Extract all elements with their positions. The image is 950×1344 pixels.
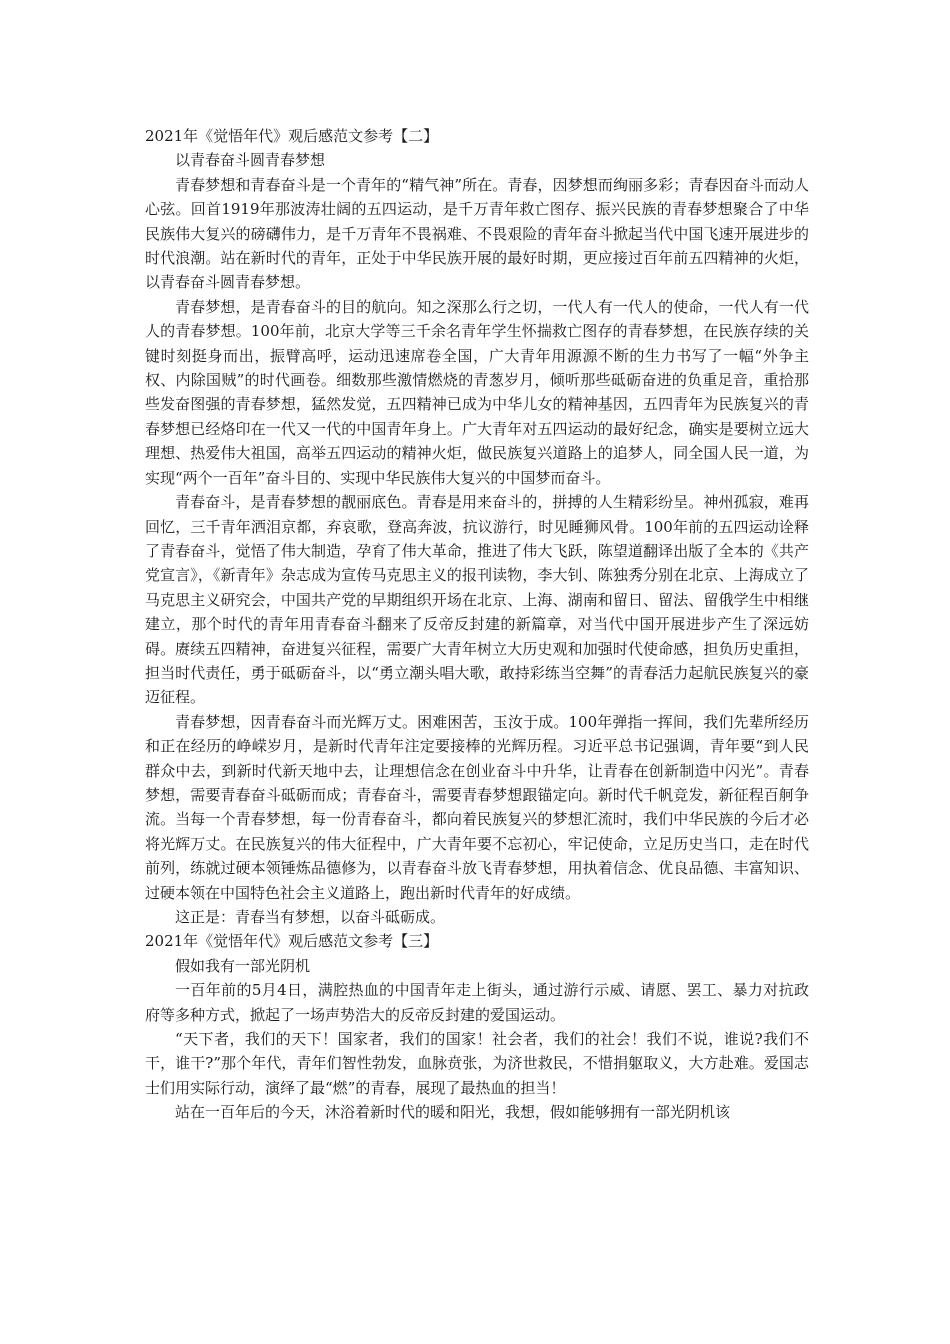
essay-title: 以青春奋斗圆青春梦想: [175, 151, 326, 170]
essay-title: 假如我有一部光阴机: [175, 956, 311, 975]
essay-section-3: [145, 929, 809, 1124]
paragraph: 青春梦想和青春奋斗是一个青年的“精气神”所在。青春，因梦想而绚丽多彩；青春因奋斗而动人心弦。回首1919年那波涛壮阔的五四运动，是千万青年救亡图存、振兴民族的青春梦想聚合了中华民族伟大复兴的磅礴伟力，是千万青年不畏祸难、不畏艰险的青年奋斗掀起当代中国飞速开展进步的时代浪潮。站在新时代的青年，正处于中华民族开展的最好时期，更应接过百年前五四精神的火炬，以青春奋斗圆青春梦想。: [145, 175, 809, 292]
paragraph: 一百年前的5月4日，满腔热血的中国青年走上街头，通过游行示威、请愿、罢工、暴力对抗政府等多种方式，掀起了一场声势浩大的反帝反封建的爱国运动。: [145, 981, 809, 1024]
section-heading: 2021年《觉悟年代》观后感范文参考【三】: [145, 932, 439, 951]
paragraph: 青春梦想，是青春奋斗的目的航向。知之深那么行之切，一代人有一代人的使命，一代人有一代人的青春梦想。100年前，北京大学等三千余名青年学生怀揣救亡图存的青春梦想，在民族存续的关键时刻挺身而出，振臂高呼，运动迅速席卷全国，广大青年用源源不断的生力书写了一幅“外争主权、内除国贼”的时代画卷。细数那些激情燃烧的青葱岁月，倾听那些砥砺奋进的负重足音，重拾那些发奋图强的青春梦想，猛然发觉，五四精神已成为中华儿女的精神基因，五四青年为民族复兴的青春梦想已经烙印在一代又一代的中国青年身上。广大青年对五四运动的最好纪念，确实是要树立远大理想、热爱伟大祖国，高举五四运动的精神火炬，做民族复兴道路上的追梦人，同全国人民一道，为实现“两个一百年”奋斗目的、实现中华民族伟大复兴的中国梦而奋斗。: [145, 297, 809, 487]
paragraph: 站在一百年后的今天，沐浴着新时代的暖和阳光，我想，假如能够拥有一部光阴机该: [175, 1103, 731, 1122]
document-page: [145, 124, 809, 1125]
essay-section-2: [145, 124, 809, 929]
paragraph: 青春奋斗，是青春梦想的靓丽底色。青春是用来奋斗的，拼搏的人生精彩纷呈。神州孤寂，难再回忆，三千青年洒泪京都，弃哀歌，登高奔波，抗议游行，时见睡狮风骨。100年前的五四运动诠释了青春奋斗，觉悟了伟大制造，孕育了伟大革命，推进了伟大飞跃，陈望道翻译出版了全本的《共产党宣言》，《新青年》杂志成为宣传马克思主义的报刊读物，李大钊、陈独秀分别在北京、上海成立了马克思主义研究会，中国共产党的早期组织开场在北京、上海、湖南和留日、留法、留俄学生中相继建立，那个时代的青年用青春奋斗翻来了反帝反封建的新篇章，对当代中国开展进步产生了深远妨碍。赓续五四精神，奋进复兴征程，需要广大青年树立大历史观和加强时代使命感，担负历史重担，担当时代责任，勇于砥砺奋斗，以“勇立潮头唱大歌，敢持彩练当空舞”的青春活力起航民族复兴的豪迈征程。: [145, 493, 809, 707]
section-heading: 2021年《觉悟年代》观后感范文参考【二】: [145, 127, 439, 145]
paragraph: 青春梦想，因青春奋斗而光辉万丈。困难困苦，玉汝于成。100年弹指一挥间，我们先辈所经历和正在经历的峥嵘岁月，是新时代青年注定要接棒的光辉历程。习近平总书记强调，青年要“到人民群众中去，到新时代新天地中去，让理想信念在创业奋斗中升华，让青春在创新制造中闪光”。青春梦想，需要青春奋斗砥砺而成；青春奋斗，需要青春梦想跟锚定向。新时代千帆竞发，新征程百舸争流。当每一个青春梦想，每一份青春奋斗，都向着民族复兴的梦想汇流时，我们中华民族的今后才必将光辉万丈。在民族复兴的伟大征程中，广大青年要不忘初心，牢记使命，立足历史当口，走在时代前列，练就过硬本领锤炼品德修为，以青春奋斗放飞青春梦想，用执着信念、优良品德、丰富知识、过硬本领在中国特色社会主义道路上，跑出新时代青年的好成绩。: [145, 712, 809, 902]
paragraph: 这正是：青春当有梦想，以奋斗砥砺成。: [175, 908, 446, 926]
paragraph: “天下者，我们的天下！国家者，我们的国家！社会者，我们的社会！我们不说，谁说?我们不干，谁干?”那个年代，青年们智性勃发，血脉贲张，为济世救民，不惜捐躯取义，大方赴难。爱国志士们用实际行动，演绎了最“燃”的青春，展现了最热血的担当！: [145, 1030, 809, 1097]
